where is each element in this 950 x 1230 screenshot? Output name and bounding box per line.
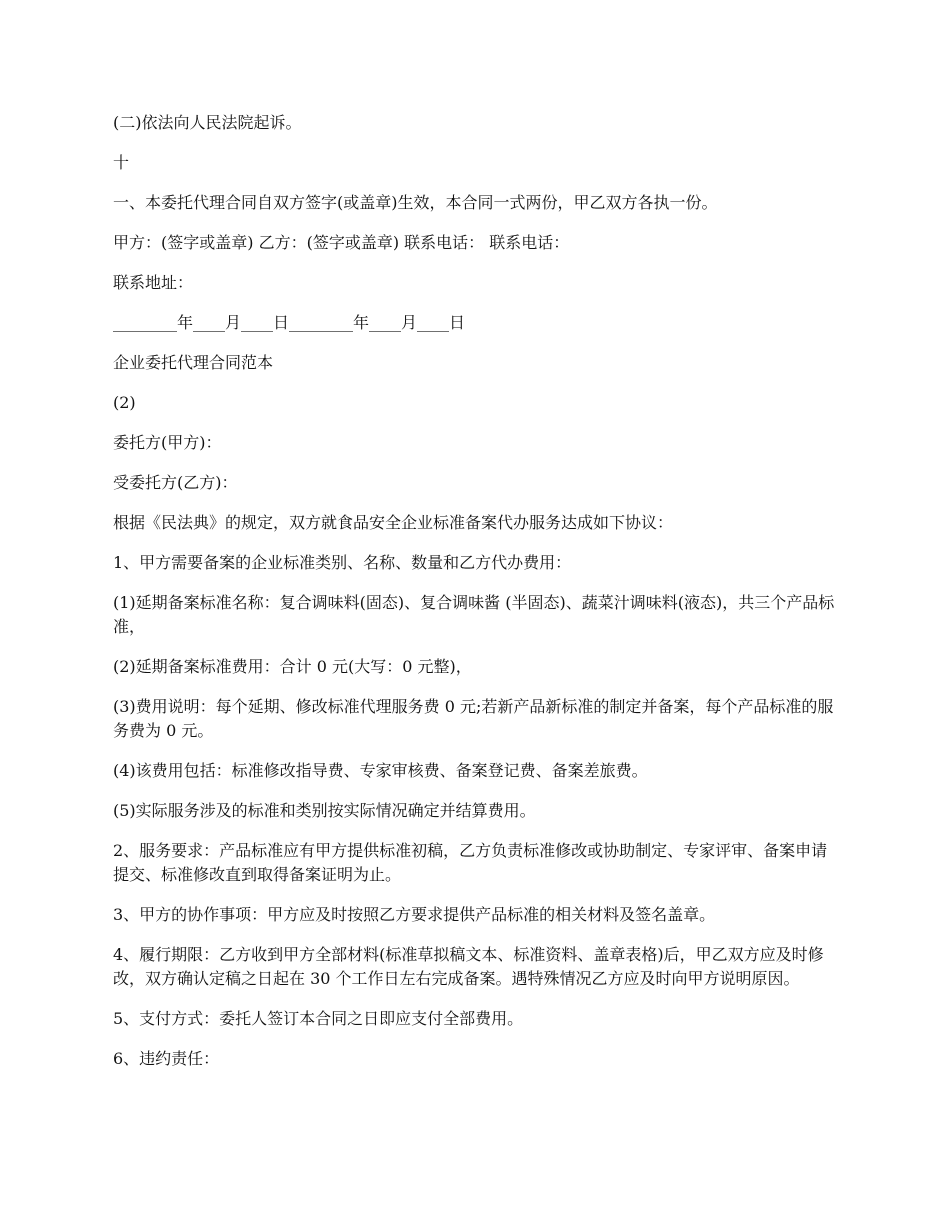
paragraph-clause-1-1: (1)延期备案标准名称：复合调味料(固态)、复合调味酱 (半固态)、蔬菜汁调味料(液态)，共三个产品标准，: [113, 593, 835, 636]
paragraph-clause-1-4: (4)该费用包括：标准修改指导费、专家审核费、备案登记费、备案差旅费。: [113, 761, 648, 780]
paragraph-clause-1-3: (3)费用说明：每个延期、修改标准代理服务费 0 元;若新产品新标准的制定并备案，每个产品标准的服务费为 0 元。: [113, 697, 834, 740]
paragraph-clause-1: 1、甲方需要备案的企业标准类别、名称、数量和乙方代办费用：: [113, 553, 572, 572]
paragraph-party-b: 受委托方(乙方)：: [113, 473, 238, 492]
section-title: 企业委托代理合同范本: [113, 353, 274, 372]
paragraph-clause-4: 4、履行期限：乙方收到甲方全部材料(标准草拟稿文本、标准资料、盖章表格)后，甲乙双方应及时修改，双方确认定稿之日起在 30 个工作日左右完成备案。遇特殊情况乙方应及时向甲方说明原因。: [113, 945, 824, 988]
document-body: [113, 111, 838, 1087]
paragraph-lawsuit: (二)依法向人民法院起诉。: [113, 113, 302, 132]
paragraph-clause-2: 2、服务要求：产品标准应有甲方提供标准初稿，乙方负责标准修改或协助制定、专家评审、备案申请提交、标准修改直到取得备案证明为止。: [113, 841, 828, 884]
paragraph-clause-5: 5、支付方式：委托人签订本合同之日即应支付全部费用。: [113, 1009, 524, 1028]
paragraph-preamble: 根据《民法典》的规定，双方就食品安全企业标准备案代办服务达成如下协议：: [113, 513, 674, 532]
paragraph-clause-1-5: (5)实际服务涉及的标准和类别按实际情况确定并结算费用。: [113, 801, 536, 820]
paragraph-address: 联系地址：: [113, 273, 194, 292]
paragraph-number-ten: 十: [113, 153, 130, 172]
paragraph-date-lines: ________年____月____日________年____月____日: [113, 313, 466, 332]
paragraph-party-a: 委托方(甲方)：: [113, 433, 222, 452]
section-number: (2): [113, 393, 136, 412]
paragraph-effective-clause: 一、本委托代理合同自双方签字(或盖章)生效，本合同一式两份，甲乙双方各执一份。: [113, 193, 718, 212]
paragraph-clause-6: 6、违约责任：: [113, 1049, 220, 1068]
paragraph-clause-3: 3、甲方的协作事项：甲方应及时按照乙方要求提供产品标准的相关材料及签名盖章。: [113, 905, 716, 924]
paragraph-signatures: 甲方：(签字或盖章) 乙方：(签字或盖章) 联系电话： 联系电话：: [113, 233, 570, 252]
paragraph-clause-1-2: (2)延期备案标准费用：合计 0 元(大写：0 元整)，: [113, 657, 472, 676]
